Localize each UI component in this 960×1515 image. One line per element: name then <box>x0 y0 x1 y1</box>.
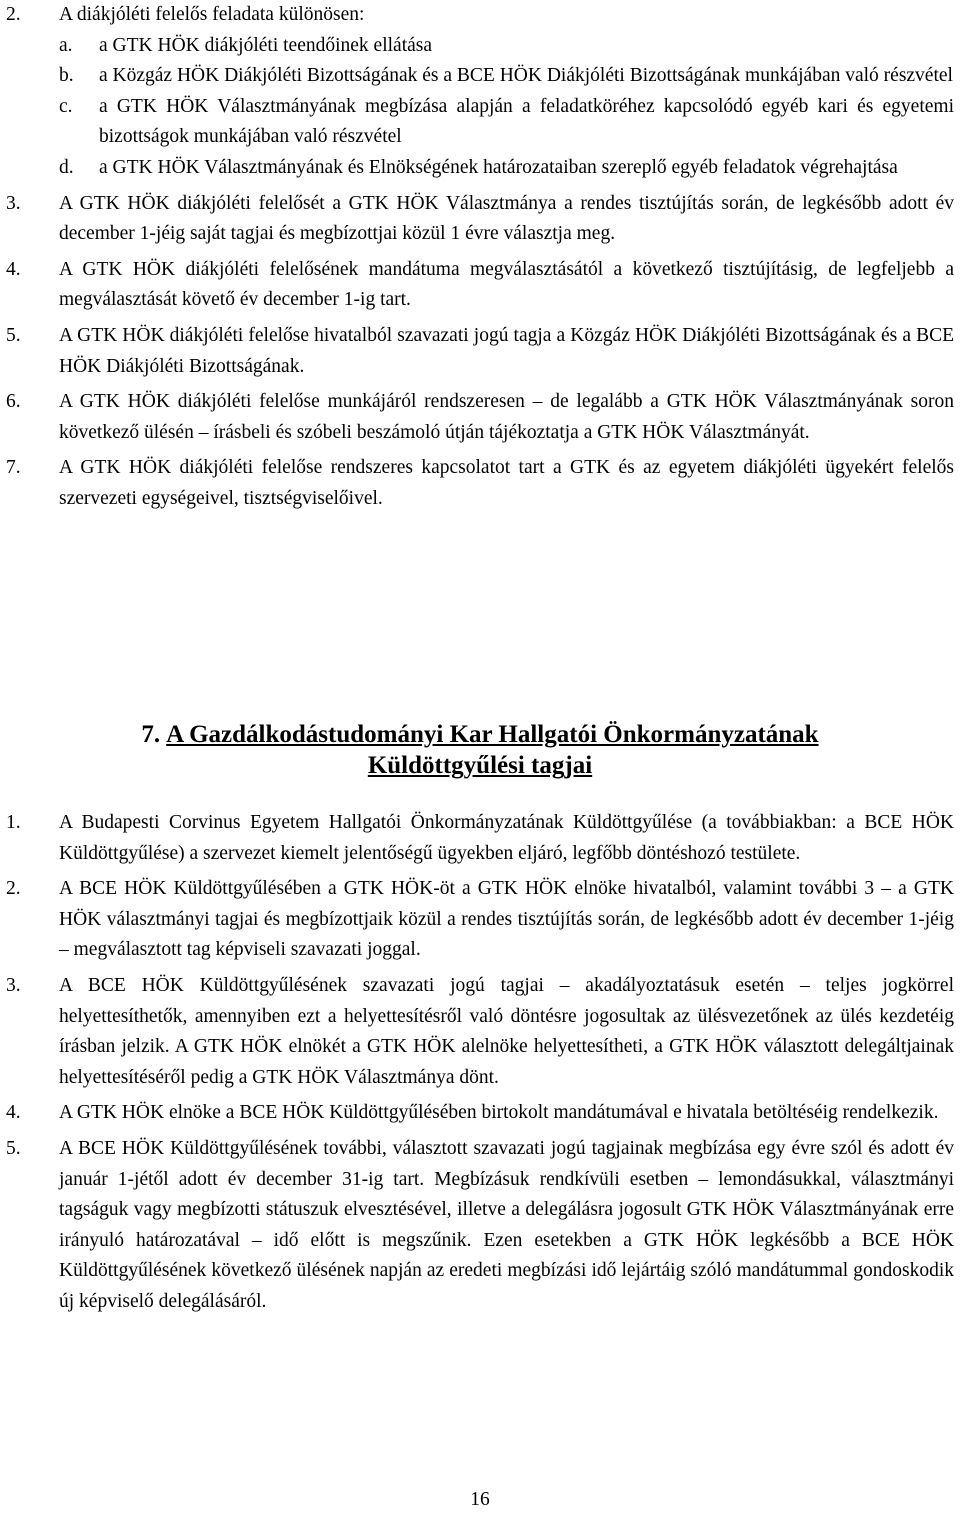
subitem-text: a GTK HÖK Választmányának és Elnökségének határozataiban szereplő egyéb feladatok végrehajtása <box>99 156 898 178</box>
item-text: A GTK HÖK diákjóléti felelősének mandátuma megválasztásától a következő tisztújításig, de legfeljebb a megválasztását követő év december 1-ig tart. <box>59 258 954 311</box>
subitem-text: a Közgáz HÖK Diákjóléti Bizottságának és a BCE HÖK Diákjóléti Bizottságának munkájában való részvétel <box>99 65 953 87</box>
item-text: A diákjóléti felelős feladata különösen: <box>59 4 365 25</box>
item-number: 3. <box>6 974 21 996</box>
item-number: 1. <box>6 812 21 833</box>
item-number: 3. <box>6 192 21 214</box>
item-text: A BCE HÖK Küldöttgyűlésének további, választott szavazati jogú tagjainak megbízása egy évre szól és adott év január 1-jétől adott év december 31-ig tart. Megbízásuk rendkívüli esetben – lemondásukkal, választmányi tagságuk vagy megbízotti státuszuk elvesztésével, illetve a delegálásra jogosult GTK HÖK Választmányának erre irányuló határozatával – idő előtt is megszűnik. Ezen esetekben a GTK HÖK legkésőbb a BCE HÖK Küldöttgyűlésének következő ülésének napján az eredeti megbízási idő lejártáig szóló mandátummal gondoskodik új képviselő delegálásáról. <box>59 1137 954 1312</box>
list-item <box>6 387 954 448</box>
subitem-label: b. <box>59 65 74 87</box>
item-text: A GTK HÖK diákjóléti felelősét a GTK HÖK Választmánya a rendes tisztújítás során, de legkésőbb adott év december 1-jéig saját tagjai és megbízottjai közül 1 évre választja meg. <box>59 192 954 245</box>
item-number: 5. <box>6 1137 21 1159</box>
sublist-item <box>59 153 954 184</box>
list-item <box>6 189 954 250</box>
item-text: A BCE HÖK Küldöttgyűlésében a GTK HÖK-öt a GTK HÖK elnöke hivatalból, valamint további 3 – a GTK HÖK választmányi tagjai és megbízottjaik közül a rendes tisztújítás során, de legkésőbb adott év december 1-jéig – megválasztott tag képviseli szavazati joggal. <box>59 878 954 961</box>
item-number: 2. <box>6 4 21 25</box>
sublist-item <box>59 61 954 92</box>
item-number: 6. <box>6 391 21 413</box>
list-item <box>6 453 954 514</box>
item-text: A BCE HÖK Küldöttgyűlésének szavazati jogú tagjai – akadályoztatásuk esetén – teljes jogkörrel helyettesíthetők, amennyiben ezt a helyettesítésről való döntésre jogosultak az ülésvezetőnek az ülés kezdetéig írásban jelzik. A GTK HÖK elnökét a GTK HÖK alelnöke helyettesítheti, a GTK HÖK választott delegáltjainak helyettesítéséről pedig a GTK HÖK Választmánya dönt. <box>59 974 954 1088</box>
subitem-text: a GTK HÖK Választmányának megbízása alapján a feladatköréhez kapcsolódó egyéb kari és egyetemi bizottságok munkájában való részvétel <box>99 95 954 148</box>
item-number: 4. <box>6 1102 21 1124</box>
list-item <box>6 0 954 184</box>
item-text: A GTK HÖK diákjóléti felelőse munkájáról rendszeresen – de legalább a GTK HÖK Választmányának soron következő ülésén – írásbeli és szóbeli beszámoló útján tájékoztatja a GTK HÖK Választmányát. <box>59 391 954 443</box>
section-title: A Gazdálkodástudományi Kar Hallgatói Önkormányzatának <box>166 721 819 748</box>
list-item <box>6 971 954 1093</box>
numbered-list-bottom <box>6 808 954 1323</box>
page-number: 16 <box>470 1489 490 1510</box>
item-text: A Budapesti Corvinus Egyetem Hallgatói Önkormányzatának Küldöttgyűlése (a továbbiakban: a BCE HÖK Küldöttgyűlése) a szervezet kiemelt jelentőségű ügyekben eljáró, legfőbb döntéshozó testülete. <box>59 812 954 864</box>
list-item <box>6 808 954 869</box>
list-item <box>6 1134 954 1318</box>
list-item <box>6 255 954 316</box>
numbered-list-top <box>6 0 954 520</box>
item-text: A GTK HÖK elnöke a BCE HÖK Küldöttgyűlésében birtokolt mandátumával e hivatala betöltéséig rendelkezik. <box>59 1102 939 1124</box>
list-item <box>6 321 954 382</box>
list-item <box>6 874 954 966</box>
section-number: 7. <box>141 721 161 748</box>
item-text: A GTK HÖK diákjóléti felelőse hivatalból szavazati jogú tagja a Közgáz HÖK Diákjóléti Bizottságának és a BCE HÖK Diákjóléti Bizottságának. <box>59 324 954 377</box>
subitem-label: d. <box>59 156 74 178</box>
section-heading-line-1 <box>0 719 960 750</box>
list-item <box>6 1098 954 1129</box>
item-number: 5. <box>6 324 21 346</box>
sublist-item <box>59 31 954 62</box>
item-number: 7. <box>6 457 21 479</box>
item-text: A GTK HÖK diákjóléti felelőse rendszeres kapcsolatot tart a GTK és az egyetem diákjóléti ügyekért felelős szervezeti egységeivel, tisztségviselőivel. <box>59 457 954 509</box>
subitem-label: c. <box>59 95 73 117</box>
section-heading <box>0 719 960 781</box>
sublist-item <box>59 92 954 153</box>
sublist <box>59 31 954 184</box>
section-subtitle: Küldöttgyűlési tagjai <box>367 752 593 779</box>
item-number: 2. <box>6 878 21 900</box>
subitem-text: a GTK HÖK diákjóléti teendőinek ellátása <box>99 34 433 56</box>
subitem-label: a. <box>59 34 73 56</box>
item-number: 4. <box>6 258 21 280</box>
